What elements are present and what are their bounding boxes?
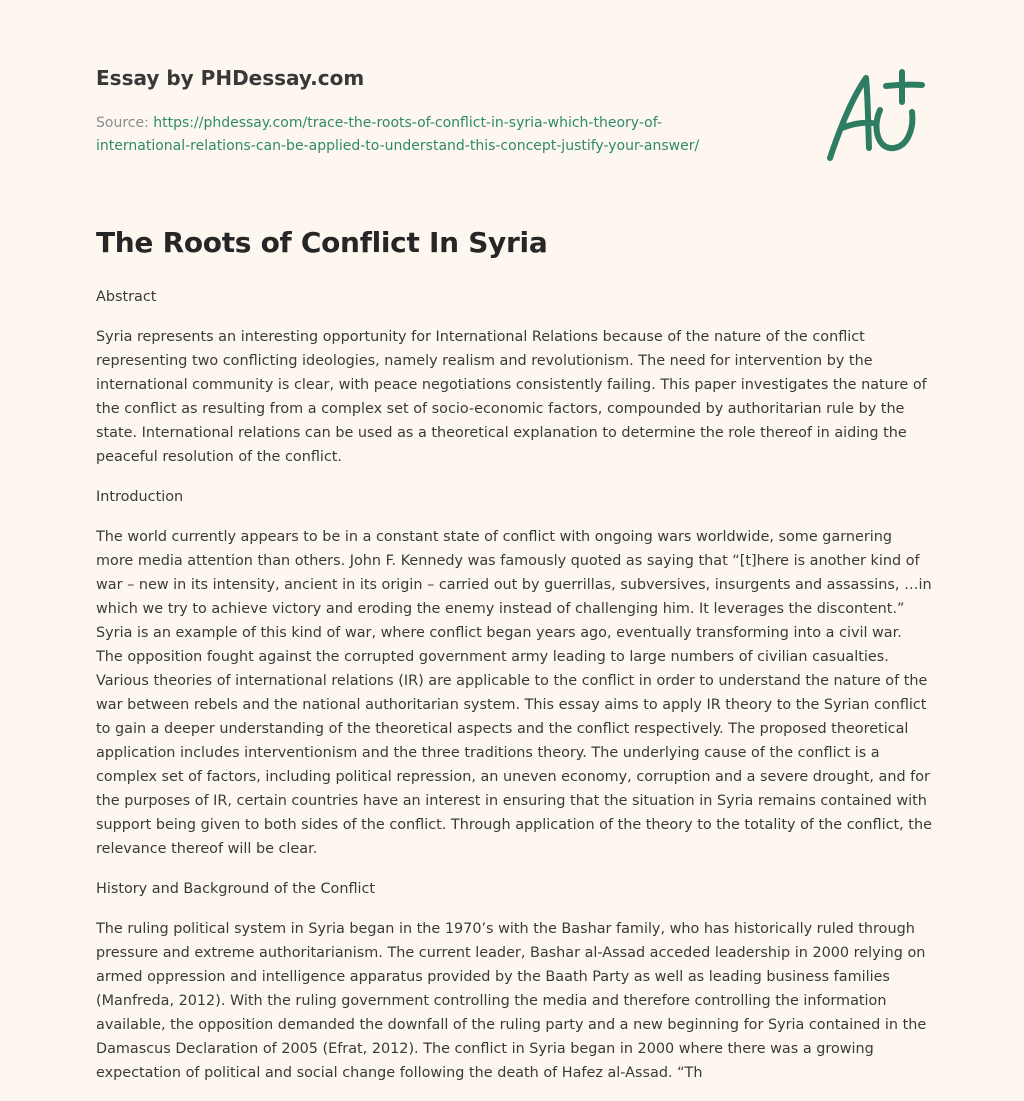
history-paragraph: The ruling political system in Syria began in the 1970’s with the Bashar family, who has historically ruled through pressure and extreme authoritarianism. The current leader, Bashar al-Assad acceded leadership in 2000 relying on armed oppression and intelligence apparatus provided by the Baath Party as well as leading business families (Manfreda, 2012). With the ruling government controlling the media and therefore controlling the information available, the opposition demanded the downfall of the ruling party and a new beginning for Syria contained in the Damascus Declaration of 2005 (Efrat, 2012). The conflict in Syria began in 2000 where there was a growing expectation of political and social change following the death of Hafez al-Assad. “Th [96,921,927,1081]
abstract-paragraph: Syria represents an interesting opportunity for International Relations because of the nature of the conflict representing two conflicting ideologies, namely realism and revolutionism. The need for intervention by the international community is clear, with peace negotiations consistently failing. This paper investigates the nature of the conflict as resulting from a complex set of socio-economic factors, compounded by authoritarian rule by the state. International relations can be used as a theoretical explanation to determine the role thereof in aiding the peaceful resolution of the conflict. [96,329,927,465]
source-link[interactable] [96,115,699,154]
site-title: Essay by PHDessay.com [96,66,365,90]
source-line [96,112,796,158]
essay-title: The Roots of Conflict In Syria [96,226,548,259]
source-label: Source: [96,115,149,131]
source-link-line-1: https://phdessay.com/trace-the-roots-of-conflict-in-syria-which-theory-of- [153,115,662,131]
source-link-line-2: international-relations-can-be-applied-to-understand-this-concept-justify-your-answer/ [96,138,700,154]
introduction-heading: Introduction [96,489,184,505]
introduction-paragraph: The world currently appears to be in a constant state of conflict with ongoing wars worldwide, some garnering more media attention than others. John F. Kennedy was famously quoted as saying that “[t]here is another kind of war – new in its intensity, ancient in its origin – carried out by guerrillas, subversives, insurgents and assassins, …in which we try to achieve victory and eroding the enemy instead of challenging him. It leverages the discontent.” Syria is an example of this kind of war, where conflict began years ago, eventually transforming into a civil war. The opposition fought against the corrupted government army leading to large numbers of civilian casualties. Various theories of international relations (IR) are applicable to the conflict in order to understand the nature of the war between rebels and the national authoritarian system. This essay aims to apply IR theory to the Syrian conflict to gain a deeper understanding of the theoretical aspects and the conflict respectively. The proposed theoretical application includes interventionism and the three traditions theory. The underlying cause of the conflict is a complex set of factors, including political repression, an uneven economy, corruption and a severe drought, and for the purposes of IR, certain countries have an interest in ensuring that the situation in Syria remains contained with support being given to both sides of the conflict. Through application of the theory to the totality of the conflict, the relevance thereof will be clear. [96,529,932,857]
essay-body [96,285,932,1101]
abstract-heading: Abstract [96,289,157,305]
history-heading: History and Background of the Conflict [96,881,376,897]
a-plus-logo-icon [822,68,930,164]
